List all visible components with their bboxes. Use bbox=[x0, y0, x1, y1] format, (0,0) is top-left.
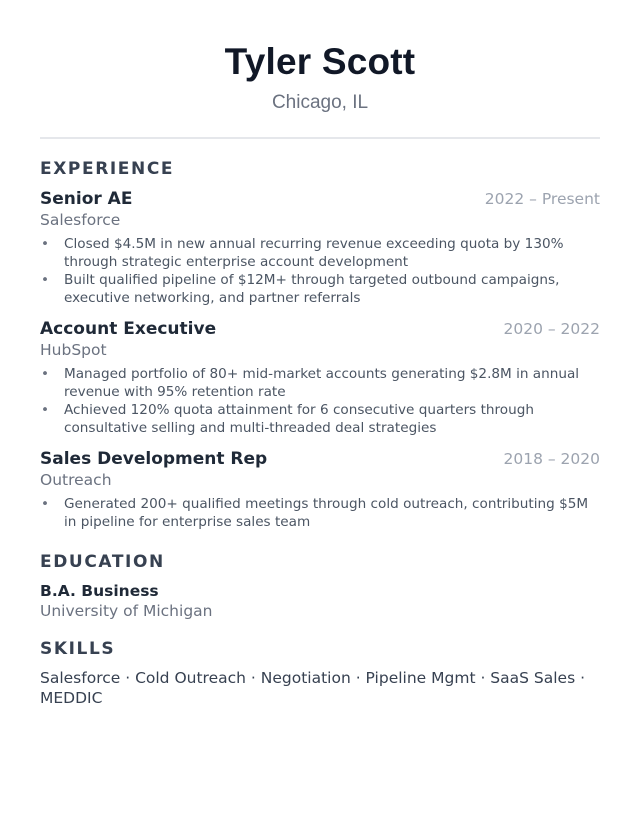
job-bullet: • Built qualified pipeline of $12M+ through targeted outbound campaigns, executive networking, and partner referrals bbox=[41, 272, 560, 306]
header-divider bbox=[40, 137, 600, 139]
job-dates: 2018 – 2020 bbox=[503, 450, 600, 468]
job-entry bbox=[40, 188, 600, 307]
bullet-icon: • bbox=[41, 402, 50, 418]
job-bullet: • Generated 200+ qualified meetings through cold outreach, contributing $5M in pipeline for enterprise sales team bbox=[41, 496, 589, 530]
candidate-name: Tyler Scott bbox=[224, 41, 416, 82]
job-company: Salesforce bbox=[40, 211, 121, 229]
job-company: Outreach bbox=[40, 471, 112, 489]
job-bullet: • Closed $4.5M in new annual recurring revenue exceeding quota by 130% through strategic enterprise account development bbox=[41, 236, 564, 270]
education-degree: B.A. Business bbox=[40, 582, 159, 600]
skills-list: Salesforce · Cold Outreach · Negotiation · Pipeline Mgmt · SaaS Sales · MEDDIC bbox=[40, 669, 586, 707]
education-school: University of Michigan bbox=[40, 602, 213, 620]
experience-heading: EXPERIENCE bbox=[40, 159, 175, 179]
job-role: Senior AE bbox=[40, 189, 133, 209]
job-bullets bbox=[40, 495, 600, 531]
resume-page bbox=[40, 0, 600, 708]
job-role: Account Executive bbox=[40, 319, 217, 339]
job-bullet: • Managed portfolio of 80+ mid-market accounts generating $2.8M in annual revenue with 95% retention rate bbox=[41, 366, 580, 400]
job-entry bbox=[40, 448, 600, 531]
education-heading: EDUCATION bbox=[40, 552, 165, 572]
job-bullets bbox=[40, 235, 600, 307]
job-company: HubSpot bbox=[40, 341, 107, 359]
bullet-icon: • bbox=[41, 272, 50, 288]
candidate-location: Chicago, IL bbox=[271, 92, 369, 113]
skills-heading: SKILLS bbox=[40, 639, 116, 659]
job-bullets bbox=[40, 365, 600, 437]
job-dates: 2022 – Present bbox=[484, 190, 600, 208]
bullet-icon: • bbox=[41, 366, 50, 382]
job-entry bbox=[40, 318, 600, 437]
job-bullet: • Achieved 120% quota attainment for 6 consecutive quarters through consultative selling and multi-threaded deal strategies bbox=[41, 402, 534, 436]
resume-header bbox=[40, 0, 600, 115]
job-dates: 2020 – 2022 bbox=[503, 320, 600, 338]
bullet-icon: • bbox=[41, 496, 50, 512]
bullet-icon: • bbox=[41, 236, 50, 252]
job-role: Sales Development Rep bbox=[40, 449, 268, 469]
